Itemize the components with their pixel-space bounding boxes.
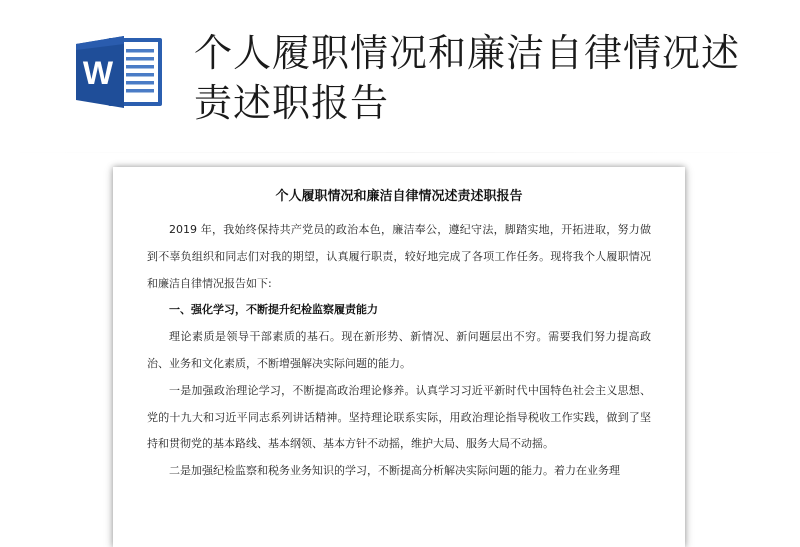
paragraph: 2019 年，我始终保持共产党员的政治本色，廉洁奉公，遵纪守法，脚踏实地，开拓进取，努力做到不辜负组织和同志们对我的期望，认真履行职责，较好地完成了各项工作任务。现将我个人履职情况和廉洁自律情况报告如下: xyxy=(147,223,651,290)
header-title: 个人履职情况和廉洁自律情况述责述职报告 xyxy=(194,31,741,125)
document-body xyxy=(147,217,651,485)
document-page xyxy=(113,167,685,547)
paragraph: 一是加强政治理论学习，不断提高政治理论修养。认真学习习近平新时代中国特色社会主义思想、党的十九大和习近平同志系列讲话精神。坚持理论联系实际，用政治理论指导税收工作实践，做到了坚持和贯彻党的基本路线、基本纲领、基本方针不动摇，维护大局、服务大局不动摇。 xyxy=(147,383,651,451)
word-icon-letter: W xyxy=(82,55,114,91)
paragraph: 理论素质是领导干部素质的基石。现在新形势、新情况、新问题层出不穷。需要我们努力提高政治、业务和文化素质，不断增强解决实际问题的能力。 xyxy=(147,330,651,370)
word-document-icon xyxy=(76,34,164,110)
paragraph: 二是加强纪检监察和税务业务知识的学习，不断提高分析解决实际问题的能力。着力在业务理 xyxy=(169,464,620,478)
divider xyxy=(0,152,800,153)
document-title: 个人履职情况和廉洁自律情况述责述职报告 xyxy=(275,189,523,204)
header-banner xyxy=(0,0,800,150)
section-heading: 一、强化学习，不断提升纪检监察履责能力 xyxy=(169,303,378,317)
